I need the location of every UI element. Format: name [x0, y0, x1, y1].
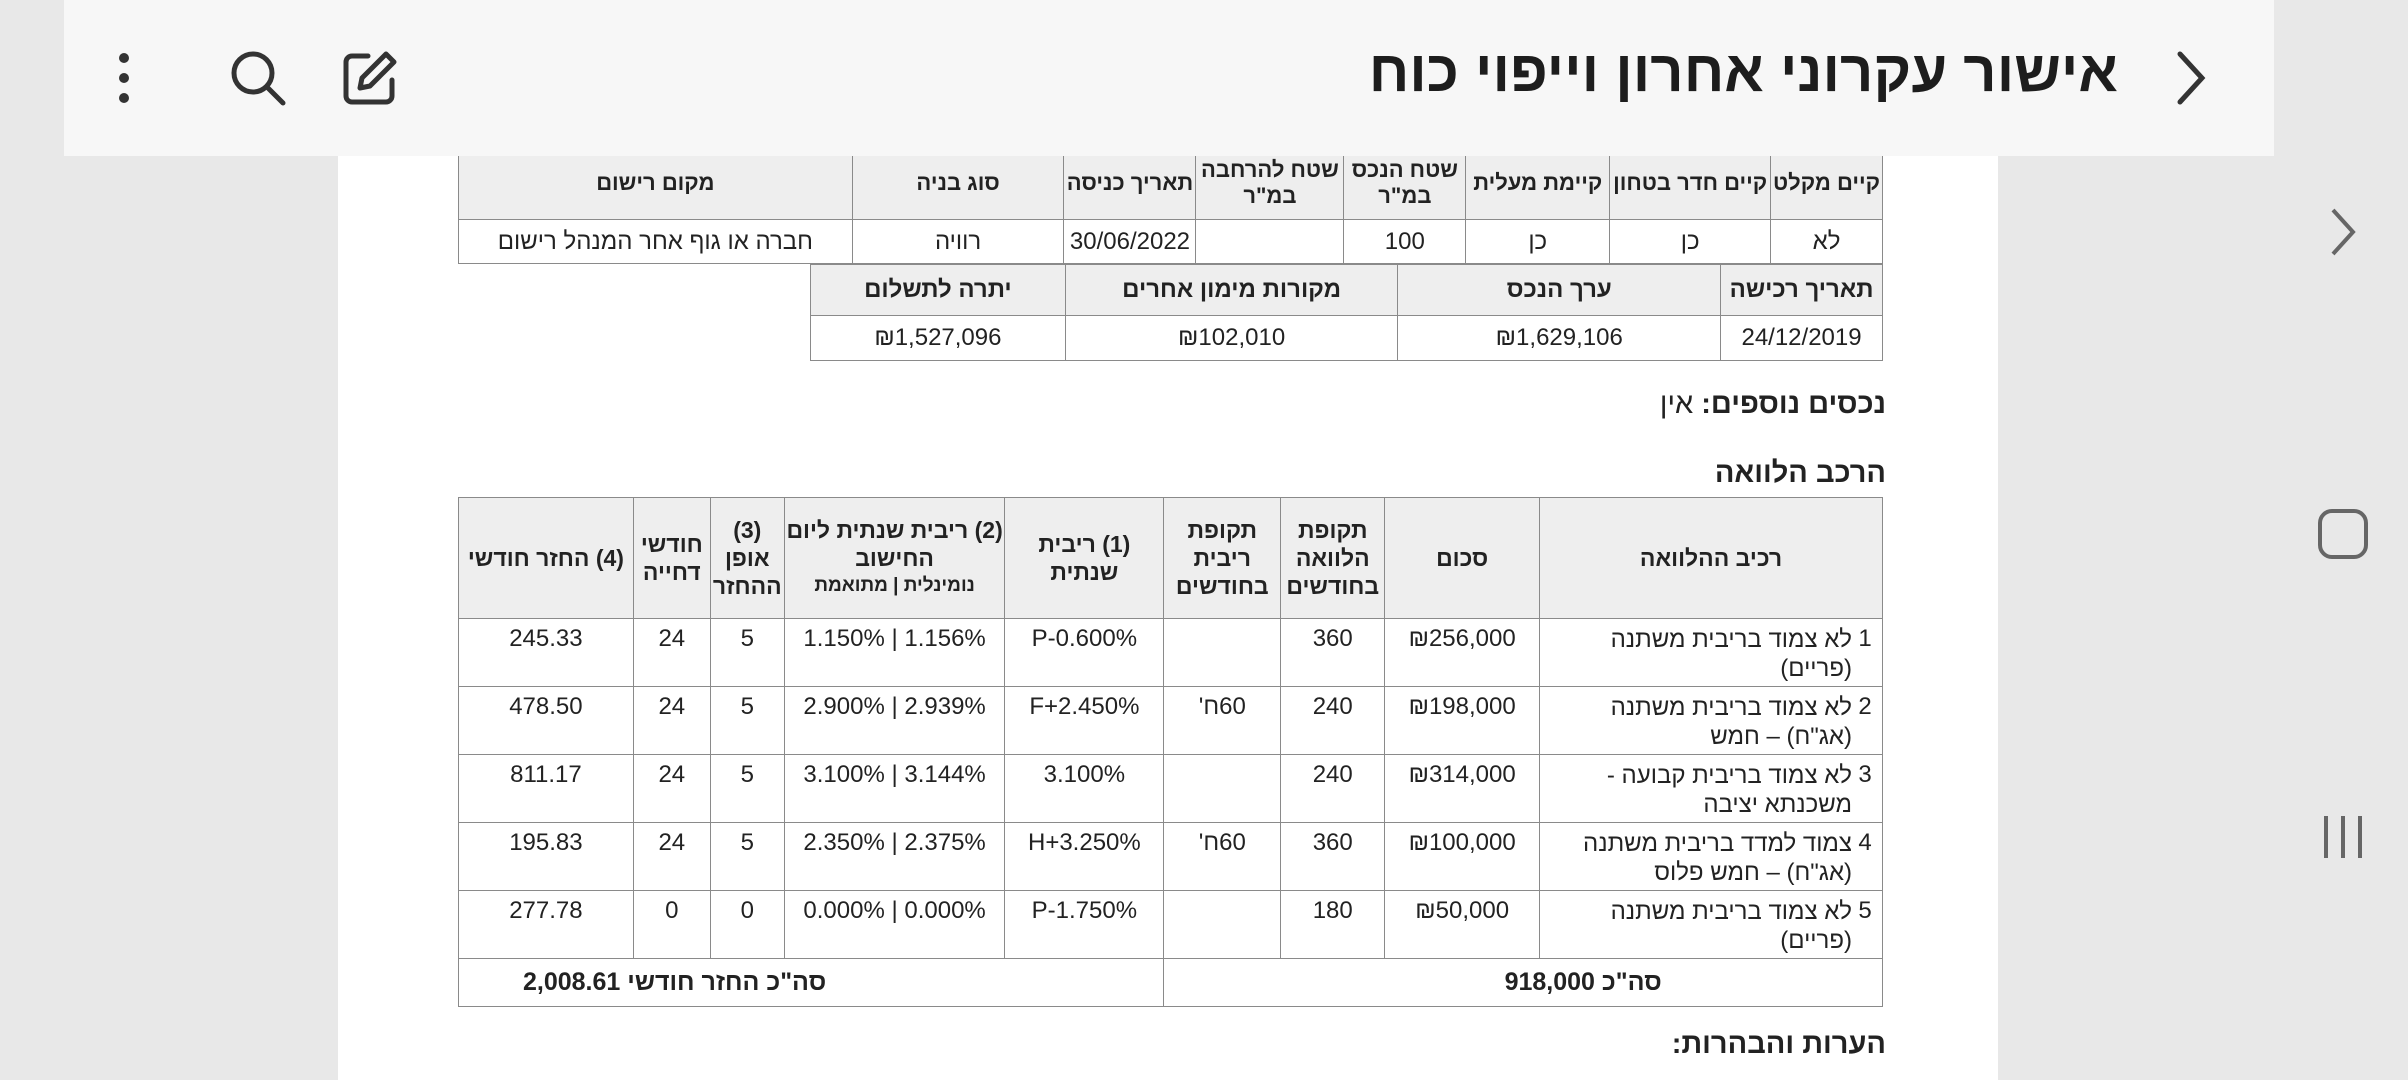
- monthly-cell: 277.78: [459, 891, 634, 959]
- total-row: [459, 959, 1883, 1007]
- header-calc-rate: [784, 498, 1005, 619]
- calc-rate-cell: 3.100% | 3.144%: [784, 755, 1005, 823]
- header-amount: סכום: [1385, 498, 1540, 619]
- amount-cell: ₪256,000: [1385, 619, 1540, 687]
- monthly-total: [459, 959, 1164, 1007]
- period-cell: 360: [1281, 823, 1385, 891]
- table-row: [459, 891, 1883, 959]
- component-name: לא צמוד בריבית משתנה (אג"ח) – חמש: [1610, 694, 1852, 750]
- component-cell: [1540, 891, 1883, 959]
- navigation-bar: [2275, 0, 2408, 1080]
- rate-period-cell: [1164, 755, 1281, 823]
- document-title: אישור עקרוני אחרון וייפוי כוח: [1368, 39, 2118, 104]
- table-row: [459, 755, 1883, 823]
- shelter-value: לא: [1771, 220, 1883, 264]
- rate-period-cell: 60ח': [1164, 687, 1281, 755]
- header-other-funding: מקורות מימון אחרים: [1065, 265, 1398, 316]
- elevator-value: כן: [1466, 220, 1610, 264]
- app-header: [64, 0, 2274, 156]
- repay-method-cell: 5: [710, 823, 784, 891]
- purchase-date-value: 24/12/2019: [1721, 316, 1883, 361]
- grace-cell: 24: [633, 755, 710, 823]
- grace-cell: 0: [633, 891, 710, 959]
- rate-period-cell: [1164, 619, 1281, 687]
- monthly-total-label: סה"כ החזר חודשי 2,008.61: [523, 968, 827, 996]
- component-name: לא צמוד בריבית משתנה (פריים): [1610, 898, 1852, 954]
- grace-cell: 24: [633, 823, 710, 891]
- monthly-cell: 811.17: [459, 755, 634, 823]
- period-cell: 240: [1281, 755, 1385, 823]
- recent-apps-icon[interactable]: [2303, 797, 2383, 877]
- loan-total: סה"כ 918,000: [1164, 959, 1883, 1007]
- header-balance: יתרה לתשלום: [811, 265, 1066, 316]
- amount-cell: ₪50,000: [1385, 891, 1540, 959]
- calc-rate-cell: 1.150% | 1.156%: [784, 619, 1005, 687]
- calc-rate-cell: 0.000% | 0.000%: [784, 891, 1005, 959]
- annual-rate-cell: P-1.750%: [1005, 891, 1164, 959]
- header-expansion-area: שטח להרחבה במ"ר: [1196, 146, 1344, 220]
- header-monthly-repay: (4) החזר חודשי: [459, 498, 634, 619]
- repay-method-cell: 5: [710, 619, 784, 687]
- home-icon[interactable]: [2303, 494, 2383, 574]
- document-page: [338, 0, 1998, 1080]
- header-repay-method: (3) אופן ההחזר: [710, 498, 784, 619]
- header-rate-period: תקופת ריבית בחודשים: [1164, 498, 1281, 619]
- loan-table: [458, 497, 1883, 1007]
- notes-title: הערות והבהרות:: [1671, 1028, 1886, 1060]
- loan-section-title: הרכב הלוואה: [1714, 457, 1886, 489]
- calc-rate-title: (2) ריבית שנתית ליום החישוב: [786, 517, 1003, 571]
- header-area: שטח הנכס במ"ר: [1344, 146, 1466, 220]
- calc-rate-cell: 2.350% | 2.375%: [784, 823, 1005, 891]
- component-name: לא צמוד בריבית קבועה - משכנתא יציבה: [1606, 762, 1852, 818]
- expansion-area-value: [1196, 220, 1344, 264]
- header-loan-period: תקופת הלוואה בחודשים: [1281, 498, 1385, 619]
- component-name: לא צמוד בריבית משתנה (פריים): [1610, 626, 1852, 682]
- building-type-value: רוויה: [852, 220, 1064, 264]
- row-number: 5: [1858, 897, 1872, 924]
- search-icon[interactable]: [220, 40, 296, 116]
- header-building-type: סוג בניה: [852, 146, 1064, 220]
- header-component: רכיב ההלוואה: [1540, 498, 1883, 619]
- row-number: 3: [1858, 761, 1872, 788]
- monthly-cell: 245.33: [459, 619, 634, 687]
- component-cell: [1540, 687, 1883, 755]
- table-row: [459, 619, 1883, 687]
- header-entry-date: תאריך כניסה: [1064, 146, 1196, 220]
- period-cell: 180: [1281, 891, 1385, 959]
- repay-method-cell: 5: [710, 687, 784, 755]
- header-purchase-date: תאריך רכישה: [1721, 265, 1883, 316]
- chevron-right-icon[interactable]: [2303, 192, 2383, 272]
- component-cell: [1540, 619, 1883, 687]
- header-annual-rate: (1) ריבית שנתית: [1005, 498, 1164, 619]
- safe-room-value: כן: [1610, 220, 1771, 264]
- header-property-value: ערך הנכס: [1398, 265, 1721, 316]
- annual-rate-cell: 3.100%: [1005, 755, 1164, 823]
- amount-cell: ₪198,000: [1385, 687, 1540, 755]
- annual-rate-cell: P-0.600%: [1005, 619, 1164, 687]
- rate-period-cell: 60ח': [1164, 823, 1281, 891]
- additional-assets: [1660, 388, 1886, 421]
- balance-value: ₪1,527,096: [811, 316, 1066, 361]
- row-number: 1: [1858, 625, 1872, 652]
- period-cell: 240: [1281, 687, 1385, 755]
- additional-assets-value: אין: [1659, 388, 1694, 420]
- area-value: 100: [1344, 220, 1466, 264]
- back-chevron-icon[interactable]: [2160, 40, 2220, 116]
- header-registration: מקום רישום: [459, 146, 853, 220]
- repay-method-cell: 5: [710, 755, 784, 823]
- grace-cell: 24: [633, 687, 710, 755]
- row-number: 4: [1858, 829, 1872, 856]
- other-funding-value: ₪102,010: [1065, 316, 1398, 361]
- more-options-icon[interactable]: [104, 40, 144, 116]
- calc-rate-cell: 2.900% | 2.939%: [784, 687, 1005, 755]
- edit-icon[interactable]: [332, 40, 408, 116]
- table-row: [459, 687, 1883, 755]
- monthly-cell: 478.50: [459, 687, 634, 755]
- calc-rate-subtitle: נומינלית | מתואמת: [814, 575, 975, 596]
- table-row: [459, 823, 1883, 891]
- period-cell: 360: [1281, 619, 1385, 687]
- amount-cell: ₪100,000: [1385, 823, 1540, 891]
- row-number: 2: [1858, 693, 1872, 720]
- header-shelter: קיים מקלט: [1771, 146, 1883, 220]
- grace-cell: 24: [633, 619, 710, 687]
- header-elevator: קיימת מעלית: [1466, 146, 1610, 220]
- annual-rate-cell: F+2.450%: [1005, 687, 1164, 755]
- additional-assets-label: נכסים נוספים:: [1701, 388, 1886, 420]
- component-cell: [1540, 823, 1883, 891]
- amount-cell: ₪314,000: [1385, 755, 1540, 823]
- entry-date-value: 30/06/2022: [1064, 220, 1196, 264]
- repay-method-cell: 0: [710, 891, 784, 959]
- header-safe-room: קיים חדר בטחון: [1610, 146, 1771, 220]
- component-name: צמוד למדד בריבית משתנה (אג"ח) – חמש פלוס: [1583, 830, 1852, 886]
- monthly-cell: 195.83: [459, 823, 634, 891]
- property-table: [458, 145, 1883, 264]
- header-grace-months: חודשי דחייה: [633, 498, 710, 619]
- annual-rate-cell: H+3.250%: [1005, 823, 1164, 891]
- property-value: ₪1,629,106: [1398, 316, 1721, 361]
- registration-value: חברה או גוף אחר המנהל רישום: [459, 220, 853, 264]
- component-cell: [1540, 755, 1883, 823]
- finance-table: [810, 264, 1883, 361]
- rate-period-cell: [1164, 891, 1281, 959]
